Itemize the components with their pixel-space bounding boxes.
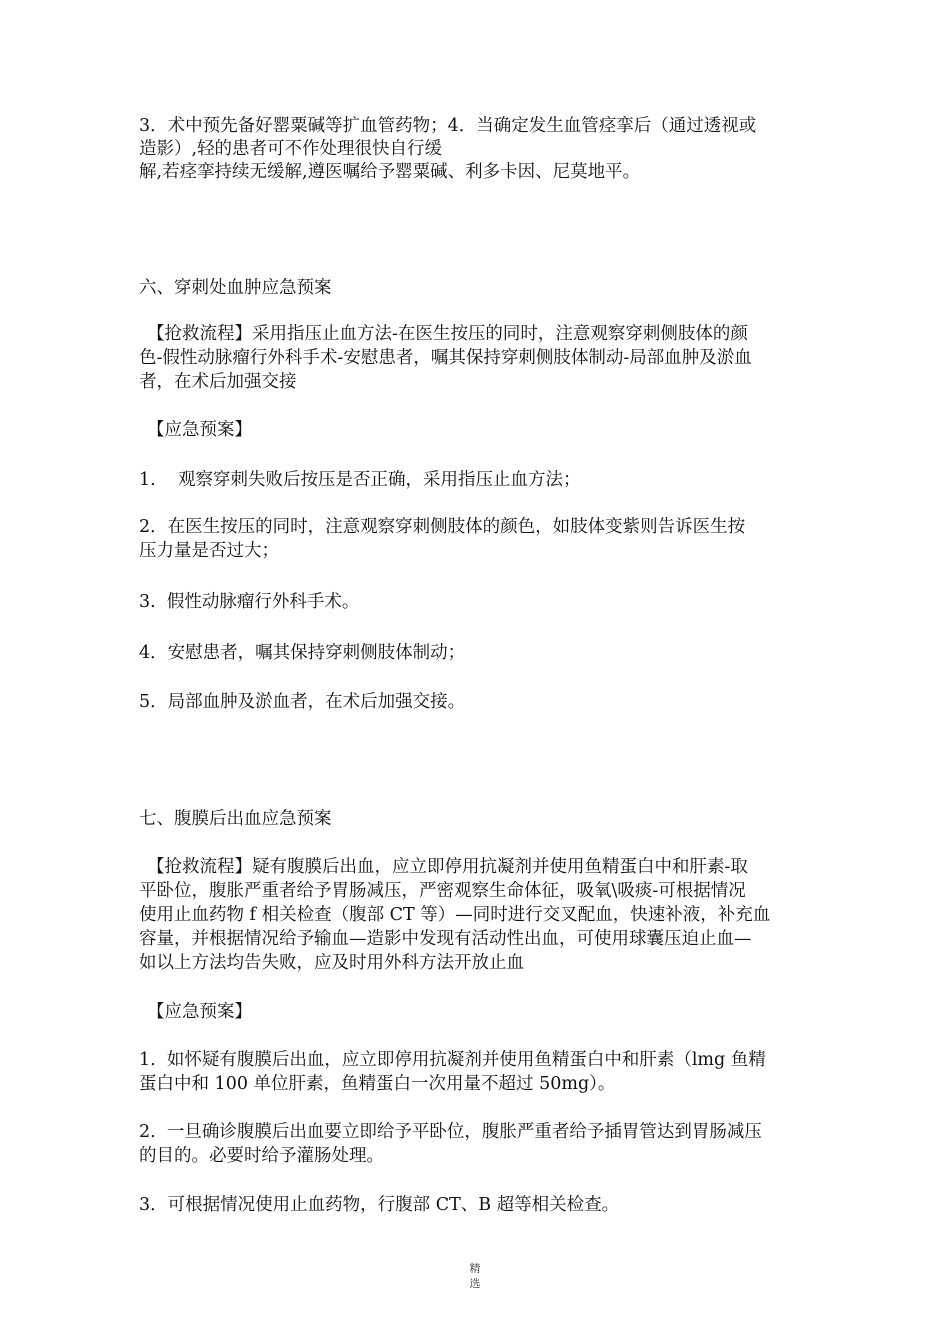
list-item: 1. 观察穿刺失败后按压是否正确，采用指压止血方法； (139, 470, 581, 490)
text-line: 造影）,轻的患者可不作处理很快自行缓 (139, 139, 443, 159)
list-item: 5．局部血肿及淤血者，在术后加强交接。 (139, 692, 466, 712)
list-item: 3．可根据情况使用止血药物，行腹部 CT、B 超等相关检查。 (139, 1195, 620, 1215)
text-line: 【抢救流程】疑有腹膜后出血，应立即停用抗凝剂并使用鱼精蛋白中和肝素-取 (147, 857, 748, 877)
text-line: 如以上方法均告失败，应及时用外科方法开放止血 (139, 953, 524, 973)
text-line: 的目的。必要时给予灌肠处理。 (139, 1146, 384, 1166)
footer-mark: 选 (469, 1277, 481, 1290)
section-heading: 七、腹膜后出血应急预案 (139, 809, 332, 829)
footer-mark: 精 (469, 1262, 481, 1275)
section-heading: 六、穿刺处血肿应急预案 (139, 278, 332, 298)
list-item: 4．安慰患者，嘱其保持穿刺侧肢体制动； (139, 643, 466, 663)
text-line: 3．术中预先备好罂粟碱等扩血管药物；4．当确定发生血管痉挛后（通过透视或 (139, 116, 757, 136)
text-line: 使用止血药物 f 相关检查（腹部 CT 等）—同时进行交叉配血，快速补液，补充血 (139, 905, 771, 925)
list-item: 2．在医生按压的同时，注意观察穿刺侧肢体的颜色，如肢体变紫则告诉医生按 (139, 517, 746, 537)
text-line: 者，在术后加强交接 (139, 372, 297, 392)
text-line: 解,若痉挛持续无缓解,遵医嘱给予罂粟碱、利多卡因、尼莫地平。 (139, 162, 641, 182)
list-item: 1. 如怀疑有腹膜后出血，应立即停用抗凝剂并使用鱼精蛋白中和肝素（lmg 鱼精 (139, 1050, 766, 1070)
list-item: 3. 假性动脉瘤行外科手术。 (139, 592, 360, 612)
subheading: 【应急预案】 (147, 1002, 252, 1022)
text-line: 蛋白中和 100 单位肝素，鱼精蛋白一次用量不超过 50mg）。 (139, 1074, 616, 1094)
text-line: 【抢救流程】采用指压止血方法-在医生按压的同时，注意观察穿刺侧肢体的颜 (147, 324, 748, 344)
text-line: 压力量是否过大； (139, 541, 279, 561)
text-line: 平卧位，腹胀严重者给予胃肠减压，严密观察生命体征，吸氧\吸痰-可根据情况 (139, 881, 746, 901)
list-item: 2. 一旦确诊腹膜后出血要立即给予平卧位，腹胀严重者给予插胃管达到胃肠减压 (139, 1122, 762, 1142)
subheading: 【应急预案】 (147, 420, 252, 440)
text-line: 色-假性动脉瘤行外科手术-安慰患者，嘱其保持穿刺侧肢体制动-局部血肿及淤血 (139, 348, 752, 368)
text-line: 容量，并根据情况给予输血—造影中发现有活动性出血，可使用球囊压迫止血— (139, 929, 752, 949)
